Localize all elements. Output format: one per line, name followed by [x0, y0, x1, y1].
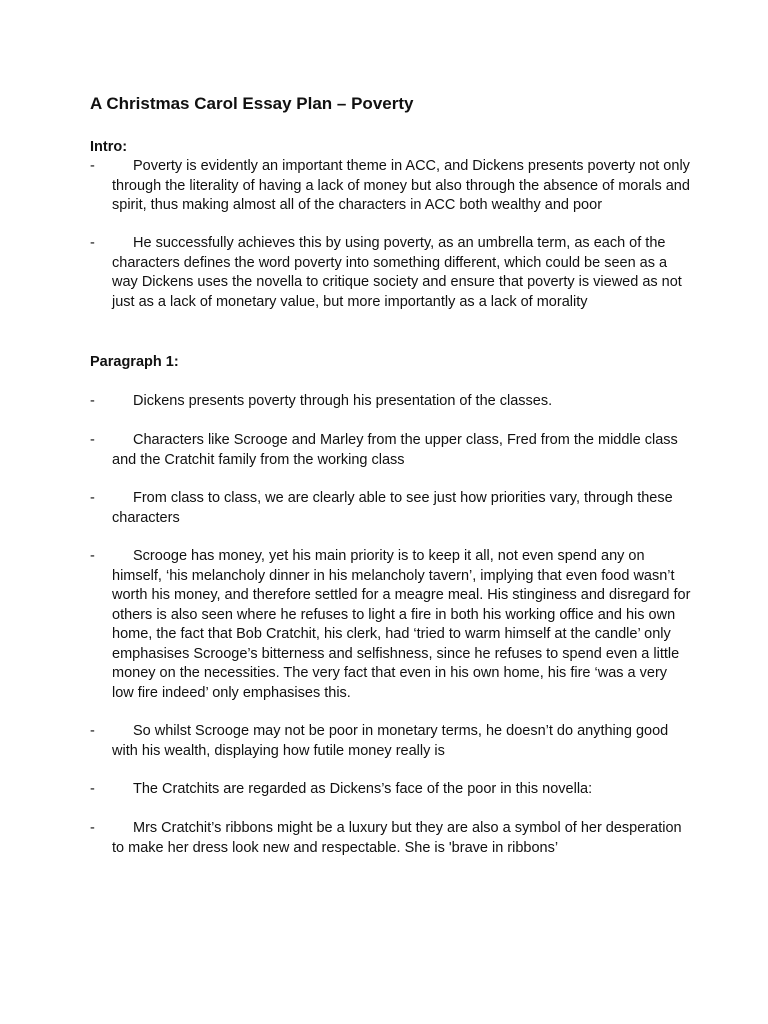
bullet-text: Poverty is evidently an important theme in ACC, and Dickens presents poverty not only through the literality of having a lack of money but also through the absence of morals and spirit, thus making almost all of the characters in ACC both wealthy and poor — [112, 158, 690, 213]
bullet-marker: - — [90, 490, 95, 506]
bullet-marker: - — [90, 548, 95, 564]
bullet-marker: - — [90, 820, 95, 836]
paragraph-1-bullet-4 — [90, 547, 690, 703]
document-title: A Christmas Carol Essay Plan – Poverty — [90, 94, 414, 113]
intro-bullet-1 — [90, 157, 690, 216]
paragraph-1-bullet-5 — [90, 722, 690, 761]
section-heading-intro: Intro: — [90, 139, 128, 155]
bullet-text: From class to class, we are clearly able to see just how priorities vary, through these characters — [112, 490, 673, 526]
paragraph-1-bullet-3 — [90, 489, 690, 528]
bullet-marker: - — [90, 723, 95, 739]
bullet-text: Scrooge has money, yet his main priority is to keep it all, not even spend any on himself, ‘his melancholy dinner in his melancholy tavern’, implying that even food wasn’t worth his money, and therefore settled for a meagre meal. His stinginess and disregard for others is also seen where he refuses to light a fire in both his working office and his own home, the fact that Bob Cratchit, his clerk, had ‘tried to warm himself at the candle’ only emphasises Scrooge’s bitterness and selfishness, since he refuses to spend even a little money on the necessities. The very fact that even in his own home, his fire ‘was a very low fire indeed’ only emphasises this. — [112, 548, 691, 701]
bullet-marker: - — [90, 393, 95, 409]
bullet-marker: - — [90, 158, 95, 174]
bullet-marker: - — [90, 781, 95, 797]
bullet-text: Characters like Scrooge and Marley from the upper class, Fred from the middle class and the Cratchit family from the working class — [112, 432, 678, 468]
bullet-text: Mrs Cratchit’s ribbons might be a luxury but they are also a symbol of her desperation to make her dress look new and respectable. She is 'brave in ribbons’ — [112, 820, 682, 856]
bullet-marker: - — [90, 432, 95, 448]
paragraph-1-bullet-2 — [90, 431, 690, 470]
bullet-marker: - — [90, 235, 95, 251]
bullet-text: Dickens presents poverty through his presentation of the classes. — [133, 393, 553, 409]
paragraph-1-bullet-1 — [90, 392, 690, 412]
bullet-text: He successfully achieves this by using poverty, as an umbrella term, as each of the characters defines the word poverty into something different, which could be seen as a way Dickens uses the novella to critique society and ensure that poverty is viewed as not just as a lack of monetary value, but more importantly as a lack of morality — [112, 235, 682, 310]
bullet-text: The Cratchits are regarded as Dickens’s face of the poor in this novella: — [133, 781, 593, 797]
paragraph-1-bullet-7 — [90, 819, 690, 858]
intro-bullet-2 — [90, 234, 690, 312]
paragraph-1-bullet-6 — [90, 780, 690, 800]
section-heading-paragraph-1: Paragraph 1: — [90, 354, 179, 370]
bullet-text: So whilst Scrooge may not be poor in monetary terms, he doesn’t do anything good with his wealth, displaying how futile money really is — [112, 723, 669, 759]
